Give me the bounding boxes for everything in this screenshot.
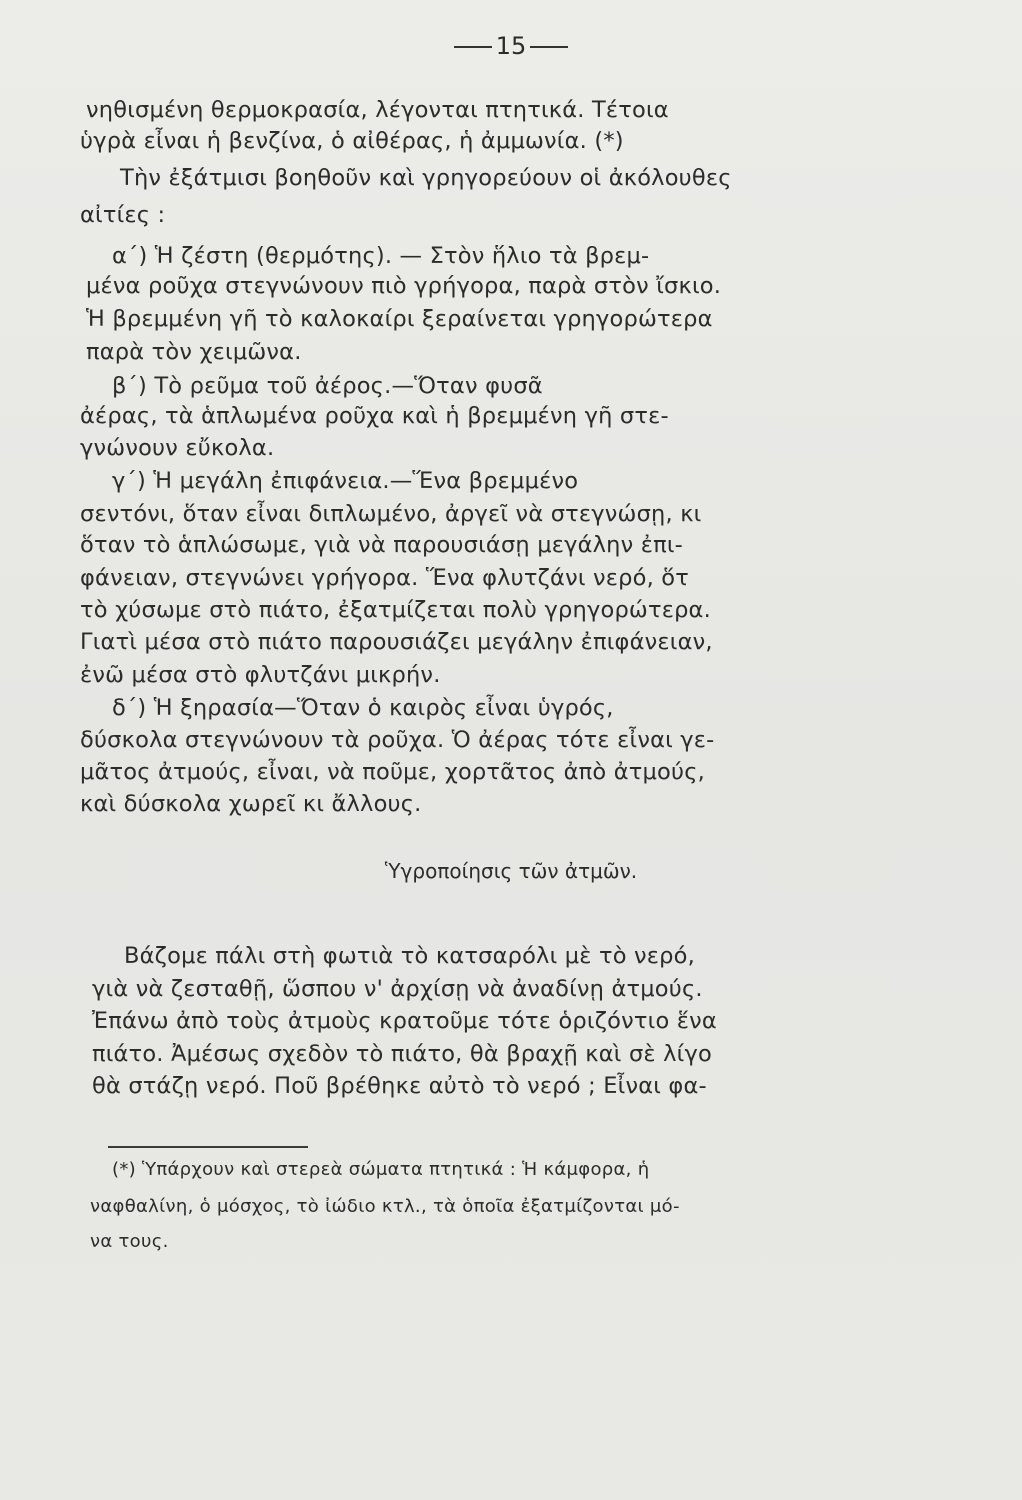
text-line: Βάζομε πάλι στὴ φωτιὰ τὸ κατσαρόλι μὲ τὸ νερό, (124, 943, 695, 969)
footnote-line: ναφθαλίνη, ὁ μόσχος, τὸ ἰώδιο κτλ., τὰ ὁποῖα ἐξατμίζονται μό- (90, 1196, 680, 1217)
text-line: αἰτίες : (80, 202, 166, 228)
section-heading: Ὑγροποίησις τῶν ἀτμῶν. (384, 859, 638, 883)
footnote-divider (108, 1146, 308, 1148)
text-line: πιάτο. Ἀμέσως σχεδὸν τὸ πιάτο, θὰ βραχῇ καὶ σὲ λίγο (92, 1041, 712, 1067)
text-line: μᾶτος ἀτμούς, εἶναι, νὰ ποῦμε, χορτᾶτος ἀπὸ ἀτμούς, (80, 759, 705, 785)
text-line: ἀέρας, τὰ ἁπλωμένα ροῦχα καὶ ἡ βρεμμένη γῆ στε- (80, 403, 669, 429)
footnote-line: να τους. (90, 1231, 169, 1252)
text-line: θὰ στάζῃ νερό. Ποῦ βρέθηκε αὐτὸ τὸ νερό ; Εἶναι φα- (92, 1073, 707, 1099)
text-line: γνώνουν εὔκολα. (80, 435, 275, 461)
text-line: ἐνῶ μέσα στὸ φλυτζάνι μικρήν. (80, 662, 441, 688)
text-line: ὅταν τὸ ἁπλώσωμε, γιὰ νὰ παρουσιάσῃ μεγάλην ἐπι- (80, 532, 683, 558)
text-line: γιὰ νὰ ζεσταθῇ, ὥσπου ν' ἀρχίσῃ νὰ ἀναδίνῃ ἀτμούς. (92, 976, 703, 1002)
text-line: καὶ δύσκολα χωρεῖ κι ἄλλους. (80, 791, 422, 817)
text-line: νηθισμένη θερμοκρασία, λέγονται πτητικά. Τέτοια (86, 97, 669, 123)
page-number: 15 (0, 32, 1022, 60)
text-line: σεντόνι, ὅταν εἶναι διπλωμένο, ἀργεῖ νὰ στεγνώσῃ, κι (80, 501, 702, 527)
text-line: φάνειαν, στεγνώνει γρήγορα. Ἕνα φλυτζάνι νερό, ὅτ (80, 565, 690, 591)
text-line: παρὰ τὸν χειμῶνα. (86, 339, 302, 365)
footnote-line: (*) Ὑπάρχουν καὶ στερεὰ σώματα πτητικά : Ἡ κάμφορα, ἡ (112, 1159, 650, 1180)
text-line: δύσκολα στεγνώνουν τὰ ροῦχα. Ὁ ἀέρας τότε εἶναι γε- (80, 727, 715, 753)
text-line: δ΄) Ἡ ξηρασία—Ὅταν ὁ καιρὸς εἶναι ὑγρός, (112, 695, 614, 721)
text-line: γ΄) Ἡ μεγάλη ἐπιφάνεια.—Ἕνα βρεμμένο (112, 468, 579, 494)
text-line: Τὴν ἐξάτμισι βοηθοῦν καὶ γρηγορεύουν οἱ ἀκόλουθες (120, 165, 732, 191)
text-line: β΄) Τὸ ρεῦμα τοῦ ἀέρος.—Ὅταν φυσᾶ (112, 373, 543, 399)
text-line: Ἡ βρεμμένη γῆ τὸ καλοκαίρι ξεραίνεται γρηγορώτερα (86, 306, 713, 332)
text-line: Γιατὶ μέσα στὸ πιάτο παρουσιάζει μεγάλην ἐπιφάνειαν, (80, 629, 713, 655)
text-line: α΄) Ἡ ζέστη (θερμότης). — Στὸν ἥλιο τὰ βρεμ- (112, 243, 650, 269)
text-line: Ἐπάνω ἀπὸ τοὺς ἀτμοὺς κρατοῦμε τότε ὁριζόντιο ἕνα (92, 1008, 717, 1034)
text-line: ὑγρὰ εἶναι ἡ βενζίνα, ὁ αἰθέρας, ἡ ἀμμωνία. (*) (80, 128, 624, 154)
text-line: μένα ροῦχα στεγνώνουν πιὸ γρήγορα, παρὰ στὸν ἴσκιο. (86, 273, 722, 299)
text-line: τὸ χύσωμε στὸ πιάτο, ἐξατμίζεται πολὺ γρηγορώτερα. (80, 597, 711, 623)
